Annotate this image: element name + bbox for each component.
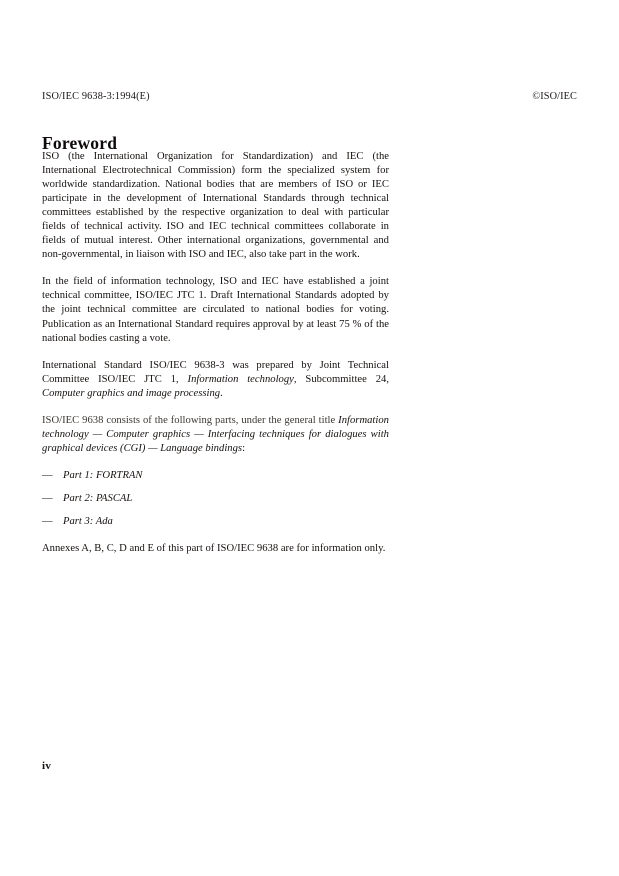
paragraph-preparation (42, 359, 389, 401)
paragraph-jtc1-voting: In the field of information technology, ISO and IEC have established a joint technical committee, ISO/IEC JTC 1. Draft International Standards adopted by the joint technical committee are circulated to national bodies for voting. Publication as an International Standard requires approval by at least 75 % of the national bodies casting a vote. (42, 276, 389, 344)
paragraph-annexes: Annexes A, B, C, D and E of this part of ISO/IEC 9638 are for information only. (42, 542, 386, 554)
list-item (42, 469, 389, 483)
subcommittee-title-computer-graphics: Computer graphics and image processing (42, 387, 221, 399)
general-title-language-bindings: Information technology — Computer graphics — Interfacing techniques for dialogues with graphical devices (CGI) — Language bindings (42, 414, 389, 454)
parts-intro-end: : (242, 442, 246, 454)
list-item (42, 492, 389, 506)
body-text-column (42, 150, 389, 556)
em-dash-bullet-icon: — (42, 515, 53, 527)
em-dash-bullet-icon: — (42, 492, 53, 504)
list-item (42, 515, 389, 529)
committee-title-information-technology: Information technology (187, 373, 294, 385)
preparation-text-mid: , Subcommittee 24, (293, 373, 389, 385)
em-dash-bullet-icon: — (42, 469, 53, 481)
part-label: Part 2: PASCAL (63, 492, 133, 504)
document-number: ISO/IEC 9638-3:1994(E) (42, 91, 150, 102)
paragraph-iso-iec-description: ISO (the International Organization for Standardization) and IEC (the International Electrotechnical Commission) form the specialized system for worldwide standardization. National bodies that are members of ISO or IEC participate in the development of International Standards through technical committees established by the respective organization to deal with particular fields of technical activity. ISO and IEC technical committees collaborate in fields of mutual interest. Other international organizations, governmental and non-governmental, in liaison with ISO and IEC, also take part in the work. (42, 151, 389, 261)
page-title: Foreword (42, 132, 118, 153)
copyright-notice: ©ISO/IEC (532, 91, 577, 102)
parts-intro-lead: ISO/IEC 9638 consists of the following parts, under the general title (42, 414, 339, 426)
page-number: iv (42, 760, 52, 772)
parts-list (42, 469, 389, 529)
running-head (42, 91, 577, 105)
part-label: Part 3: Ada (63, 515, 113, 527)
preparation-text-end: . (220, 387, 223, 399)
paragraph-parts-intro (42, 414, 389, 456)
part-label: Part 1: FORTRAN (63, 469, 143, 481)
preparation-text-lead: International Standard ISO/IEC 9638-3 was prepared by Joint Technical Committee ISO/IEC JTC 1, (42, 359, 389, 385)
